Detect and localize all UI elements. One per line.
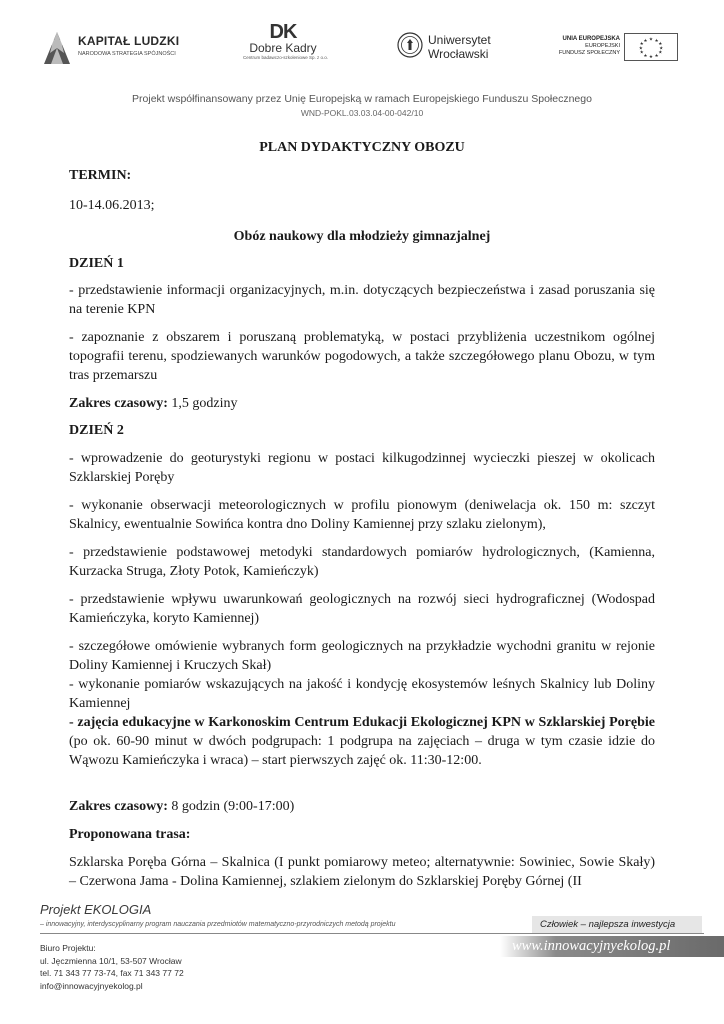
day1-item: - zapoznanie z obszarem i poruszaną problematyką, w postaci przybliżenia uczestnikom ogólnej topografii terenu, spodziewanych warunków pogodowych, a także szczegółowego planu Obozu, w tym tras przemarszu <box>69 330 655 383</box>
svg-text:★: ★ <box>654 53 659 59</box>
kapital-ludzki-logo <box>42 28 192 72</box>
kapital-ludzki-emblem-icon <box>42 28 72 68</box>
day1-item: - przedstawienie informacji organizacyjnych, m.in. dotyczących bezpieczeństwa i zasad poruszania się na terenie KPN <box>69 283 655 317</box>
page-footer <box>0 898 724 1024</box>
day1-time <box>69 394 655 413</box>
day2-time-label: Zakres czasowy: <box>69 799 168 814</box>
day1-time-label: Zakres czasowy: <box>69 396 168 411</box>
termin-label: TERMIN: <box>69 168 132 183</box>
ue-efs-logo <box>558 33 680 63</box>
uniwersytet-logo <box>397 32 517 72</box>
day2-item: - wykonanie pomiarów wskazujących na jakość i kondycję ekosystemów leśnych Skalnicy lub Doliny Kamiennej <box>69 677 655 711</box>
svg-text:★: ★ <box>658 42 663 48</box>
footer-divider <box>40 933 704 934</box>
day2-heading: DZIEŃ 2 <box>69 423 124 438</box>
camp-date: 10-14.06.2013; <box>69 198 155 213</box>
footer-address-block <box>40 942 184 992</box>
footer-office-label: Biuro Projektu: <box>40 943 96 953</box>
dobre-kadry-name: Dobre Kadry <box>249 41 317 55</box>
kapital-ludzki-name: KAPITAŁ LUDZKI <box>78 34 180 48</box>
uniwersytet-line1: Uniwersytet <box>428 33 491 47</box>
ue-line1: UNIA EUROPEJSKA <box>562 36 620 42</box>
day2-item: - przedstawienie podstawowej metodyki standardowych pomiarów hydrologicznych, (Kamienna, Kurzacka Struga, Złoty Potok, Kamieńczyk) <box>69 545 655 579</box>
day2-time-value: 8 godzin (9:00-17:00) <box>167 799 295 814</box>
camp-subtitle: Obóz naukowy dla młodzieży gimnazjalnej <box>233 229 491 244</box>
university-seal-icon <box>397 32 423 58</box>
day1-heading: DZIEŃ 1 <box>69 256 124 271</box>
document-title: PLAN DYDAKTYCZNY OBOZU <box>259 140 465 155</box>
svg-text:★: ★ <box>658 50 663 56</box>
eu-flag-icon <box>624 33 678 61</box>
svg-text:★: ★ <box>643 53 648 59</box>
footer-email[interactable]: info@innowacyjnyekolog.pl <box>40 980 143 991</box>
day1-time-value: 1,5 godziny <box>167 396 238 411</box>
project-code: WND-POKL.03.03.04-00-042/10 <box>300 108 424 118</box>
dobre-kadry-sub: Centrum badawczo-szkoleniowe Sp. z o.o. <box>243 55 329 60</box>
day2-item: - szczegółowe omówienie wybranych form geologicznych na przykładzie wychodni granitu w rejonie Doliny Kamiennej i Kruczych Skał) <box>69 639 655 673</box>
svg-text:★: ★ <box>643 38 648 44</box>
day2-item: - wprowadzenie do geoturystyki regionu w postaci kilkugodzinnej wycieczki pieszej w okolicach Szklarskiej Poręby <box>69 451 655 485</box>
day2-edu-item-rest: (po ok. 60-90 minut w dwóch podgrupach: 1 podgrupa na zajęciach – druga w tym czasie idzie do Wąwozu Kamieńczyka i wraca) – start pierwszych zajęć ok. 11:30-12:00. <box>69 734 655 768</box>
svg-text:★: ★ <box>639 42 644 48</box>
ue-line3: FUNDUSZ SPOŁECZNY <box>558 50 620 56</box>
footer-tagline: – innowacyjny, interdyscyplinarny program nauczania przedmiotów matematyczno-przyrodniczych metodą projektu <box>40 921 396 928</box>
cofinancing-text: Projekt współfinansowany przez Unię Europejską w ramach Europejskiego Funduszu Społecznego <box>132 93 592 105</box>
svg-text:★: ★ <box>648 55 654 61</box>
day2-edu-item-bold: - zajęcia edukacyjne w Karkonoskim Centrum Edukacji Ekologicznej KPN w Szklarskiej Porębie <box>69 715 655 730</box>
footer-project-name: Projekt EKOLOGIA <box>40 902 152 917</box>
kapital-ludzki-sub: NARODOWA STRATEGIA SPÓJNOŚCI <box>78 51 176 57</box>
footer-address: ul. Jęczmienna 10/1, 53-507 Wrocław <box>40 955 182 966</box>
footer-phone: tel. 71 343 77 73-74, fax 71 343 77 72 <box>40 968 184 978</box>
svg-text:★: ★ <box>639 50 644 56</box>
footer-website[interactable]: www.innowacyjnyekolog.pl <box>512 938 671 954</box>
svg-text:★: ★ <box>659 46 664 52</box>
cofinancing-note <box>0 92 724 120</box>
svg-text:★: ★ <box>638 46 643 52</box>
footer-slogan: Człowiek – najlepsza inwestycja <box>532 916 702 933</box>
day2-item: - wykonanie obserwacji meteorologicznych w profilu pionowym (deniwelacja ok. 150 m: szczyt Skalnicy, ewentualnie Sowińca kontra dno Doliny Kamiennej przy szlaku zielonym), <box>69 498 655 532</box>
day2-item: - przedstawienie wpływu uwarunkowań geologicznych na rozwój sieci hydrograficznej (Wodospad Kamieńczyka, koryto Kamiennej) <box>69 592 655 626</box>
document-body <box>69 138 655 891</box>
route-label: Proponowana trasa: <box>69 827 191 842</box>
uniwersytet-line2: Wrocławski <box>428 47 489 61</box>
day2-edu-item <box>69 713 655 770</box>
svg-text:★: ★ <box>648 37 654 43</box>
dobre-kadry-logo <box>243 21 329 72</box>
header-logos <box>0 22 724 82</box>
svg-text:★: ★ <box>654 38 659 44</box>
ue-line2: EUROPEJSKI <box>585 43 620 49</box>
route-text: Szklarska Poręba Górna – Skalnica (I punkt pomiarowy meteo; alternatywnie: Sowiniec, Sowie Skały) – Czerwona Jama - Dolina Kamiennej, szlakiem zielonym do Szklarskiej Poręby Górnej (II <box>69 855 655 889</box>
dobre-kadry-monogram: DK <box>269 21 297 43</box>
day2-time <box>69 797 655 816</box>
